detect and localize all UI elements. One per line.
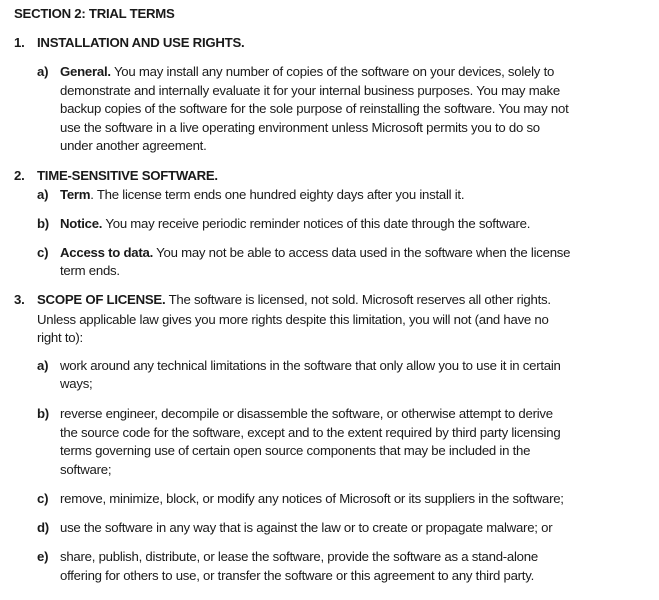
subclause-text-line: ways; bbox=[60, 376, 93, 391]
subclause-text-line: remove, minimize, block, or modify any notices of Microsoft or its suppliers in the software; bbox=[60, 491, 564, 506]
subclause-text-line: You may install any number of copies of the software on your devices, solely to bbox=[110, 64, 555, 79]
subclause-text-line: work around any technical limitations in the software that only allow you to use it in certain bbox=[60, 358, 561, 373]
subclause-marker: a) bbox=[37, 187, 49, 202]
clause-heading: TIME-SENSITIVE SOFTWARE. bbox=[37, 168, 218, 183]
subclause-text-line: reverse engineer, decompile or disassemble the software, or otherwise attempt to derive bbox=[60, 406, 553, 421]
subclause-marker: b) bbox=[37, 216, 49, 231]
subclause-marker: d) bbox=[37, 520, 49, 535]
subclause-marker: a) bbox=[37, 64, 49, 79]
subclause-text-line: share, publish, distribute, or lease the software, provide the software as a stand-alone bbox=[60, 549, 538, 564]
clause-heading: SCOPE OF LICENSE. bbox=[37, 292, 166, 307]
subclause-text-line: backup copies of the software for the sole purpose of reinstalling the software. You may not bbox=[60, 101, 569, 116]
subclause-marker: c) bbox=[37, 245, 49, 260]
subclause-text-line: terms governing use of certain open source components that may be included in the bbox=[60, 443, 531, 458]
subclause-title: Access to data. bbox=[60, 245, 153, 260]
subclause-text-line: You may not be able to access data used in the software when the license bbox=[153, 245, 571, 260]
subclause-marker: b) bbox=[37, 406, 49, 421]
clause-intro-line: Unless applicable law gives you more rights despite this limitation, you will not (and have no bbox=[37, 312, 549, 327]
subclause-text-line: You may receive periodic reminder notices of this date through the software. bbox=[102, 216, 531, 231]
subclause-text-line: . The license term ends one hundred eighty days after you install it. bbox=[90, 187, 465, 202]
clause-number: 2. bbox=[14, 168, 25, 183]
subclause-text-line: offering for others to use, or transfer the software or this agreement to any third party. bbox=[60, 568, 534, 583]
subclause-text-line: software; bbox=[60, 462, 112, 477]
subclause-title: Term bbox=[60, 187, 91, 202]
subclause-title: Notice. bbox=[60, 216, 103, 231]
clause-intro-line: right to): bbox=[37, 330, 83, 345]
subclause-marker: a) bbox=[37, 358, 49, 373]
clause-number: 1. bbox=[14, 35, 25, 50]
clause-number: 3. bbox=[14, 292, 25, 307]
subclause-text-line: term ends. bbox=[60, 263, 120, 278]
clause-heading: INSTALLATION AND USE RIGHTS. bbox=[37, 35, 245, 50]
subclause-title: General. bbox=[60, 64, 111, 79]
clause-intro-line: The software is licensed, not sold. Microsoft reserves all other rights. bbox=[165, 292, 551, 307]
subclause-text-line: demonstrate and internally evaluate it for your internal business purposes. You may make bbox=[60, 83, 560, 98]
subclause-text-line: under another agreement. bbox=[60, 138, 207, 153]
subclause-marker: e) bbox=[37, 549, 49, 564]
subclause-marker: c) bbox=[37, 491, 49, 506]
section-title: SECTION 2: TRIAL TERMS bbox=[14, 6, 175, 21]
subclause-text-line: the source code for the software, except and to the extent required by third party licensing bbox=[60, 425, 561, 440]
subclause-text-line: use the software in a live operating environment unless Microsoft permits you to do so bbox=[60, 120, 540, 135]
subclause-text-line: use the software in any way that is against the law or to create or propagate malware; or bbox=[60, 520, 553, 535]
